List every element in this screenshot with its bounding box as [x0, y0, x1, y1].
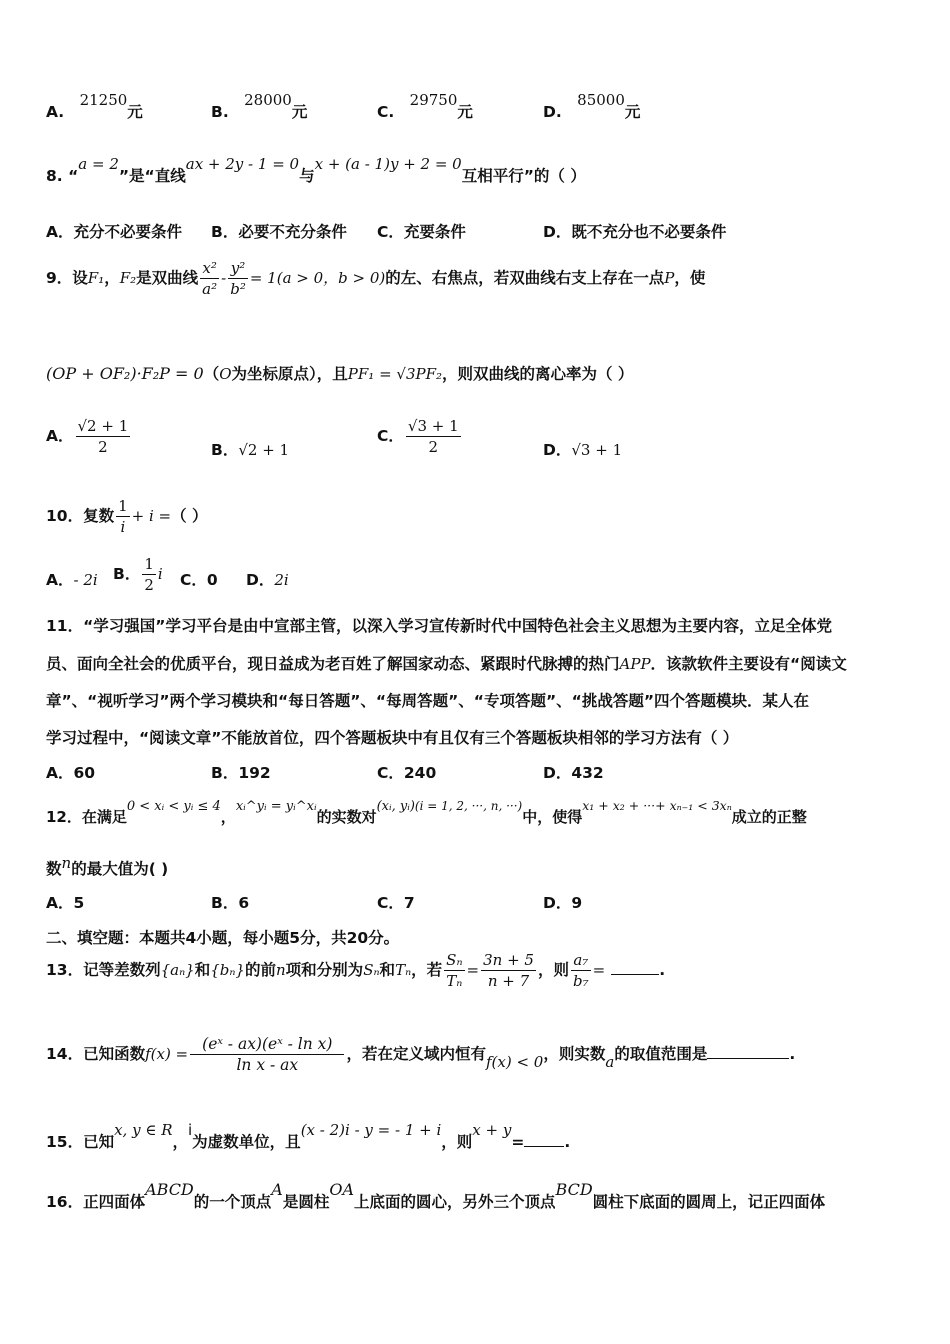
- text: ，则双曲线的离心率为（ ）: [442, 365, 634, 383]
- numerator: 3n + 5: [483, 951, 534, 969]
- math: {bₙ}: [210, 961, 245, 979]
- math: =: [592, 961, 606, 979]
- text: 的最大值为( ): [71, 860, 169, 878]
- math: (x - 2)i - y = - 1 + i: [300, 1121, 442, 1139]
- math: n: [61, 854, 72, 872]
- math: x + (a - 1)y + 2 = 0: [314, 155, 462, 173]
- option-value: 28000: [244, 91, 292, 109]
- text: 10．复数: [46, 507, 115, 525]
- fraction: [142, 554, 156, 595]
- math: PF₁ = √3PF₂: [347, 365, 443, 383]
- math: Sₙ: [363, 961, 380, 979]
- option-label: C.: [377, 103, 395, 121]
- option-unit: 元: [457, 103, 473, 121]
- question-11-line-3: 章”、“视听学习”两个学习模块和“每日答题”、“每周答题”、“专项答题”、“挑战答题”四个答题模块．某人在: [46, 692, 810, 710]
- math: √3 + 1: [571, 441, 623, 459]
- math: xᵢ^yᵢ = yᵢ^xᵢ: [235, 799, 317, 814]
- text: 圆柱下底面的圆周上，记正四面体: [592, 1193, 826, 1211]
- math: ax + 2y - 1 = 0: [185, 155, 300, 173]
- denominator: b₇: [572, 972, 589, 990]
- text: ．该款软件主要设有“阅读文: [650, 655, 847, 673]
- text: ，则: [441, 1133, 473, 1151]
- math: F₁: [87, 269, 105, 287]
- math: x, y ∈ R: [114, 1121, 173, 1139]
- q12-option-b: B．6: [211, 894, 250, 912]
- denominator: 2: [98, 438, 108, 456]
- q10-option-b: [113, 554, 163, 595]
- text: ”是“直线: [118, 167, 186, 185]
- text: 项和分别为: [285, 961, 364, 979]
- text: ，则: [537, 961, 569, 979]
- question-number: 8.: [46, 167, 63, 185]
- numerator: y²: [228, 258, 248, 279]
- text: （ ）: [171, 507, 208, 525]
- q10-option-c: C．0: [180, 571, 218, 589]
- math: F₂: [119, 269, 137, 287]
- text: 14．已知函数: [46, 1045, 146, 1063]
- q7-option-c: [377, 91, 473, 122]
- answer-blank[interactable]: [524, 1146, 564, 1147]
- q10-option-a: [46, 568, 98, 590]
- text: 的一个顶点: [193, 1193, 272, 1211]
- text: 是圆柱: [282, 1193, 330, 1211]
- text: 13．记等差数列: [46, 961, 161, 979]
- text: 员、面向全社会的优质平台，现日益成为老百姓了解国家动态、紧跟时代脉搏的热门: [46, 655, 620, 673]
- fraction: [116, 496, 130, 537]
- math: BCD: [555, 1180, 593, 1199]
- text: ，: [104, 269, 120, 287]
- math: a: [605, 1053, 615, 1071]
- q11-option-c: C．240: [377, 764, 437, 782]
- denominator: ln x - ax: [236, 1056, 299, 1074]
- math: n: [276, 961, 286, 979]
- math: ABCD: [145, 1180, 194, 1199]
- text: 是双曲线: [136, 269, 199, 287]
- text: 互相平行”的（ ）: [461, 167, 586, 185]
- math: x + y: [472, 1121, 512, 1139]
- q12-option-d: D．9: [543, 894, 583, 912]
- fraction: [481, 950, 536, 991]
- question-11-line-4: 学习过程中，“阅读文章”不能放首位，四个答题板块中有且仅有三个答题板块相邻的学习方法有（ ）: [46, 729, 739, 747]
- text: ，使: [674, 269, 706, 287]
- option-value: 85000: [577, 91, 625, 109]
- fraction: [200, 258, 219, 299]
- option-unit: 元: [127, 103, 143, 121]
- q8-option-b: B．必要不充分条件: [211, 223, 347, 241]
- text: .: [659, 961, 666, 979]
- text: 与: [299, 167, 315, 185]
- q8-option-c: C．充要条件: [377, 223, 466, 241]
- text: .: [564, 1133, 571, 1151]
- question-11-line-1: 11．“学习强国”学习平台是由中宣部主管，以深入学习宣传新时代中国特色社会主义思想为主要内容，立足全体党: [46, 617, 832, 635]
- option-value: 29750: [409, 91, 458, 109]
- text: ，若: [411, 961, 443, 979]
- text: 为坐标原点），且: [231, 365, 348, 383]
- question-13: [46, 950, 665, 991]
- q12-option-c: C．7: [377, 894, 415, 912]
- q11-option-d: D．432: [543, 764, 604, 782]
- option-label: C．: [377, 427, 404, 445]
- fraction: [406, 416, 461, 457]
- question-8: [46, 155, 586, 186]
- q8-option-a: A．充分不必要条件: [46, 223, 182, 241]
- text: 的左、右焦点，若双曲线右支上存在一点: [385, 269, 665, 287]
- math: (i = 1, 2, ···, n, ···): [414, 799, 523, 813]
- math: (xᵢ, yᵢ): [376, 799, 415, 814]
- text: ，: [172, 1133, 188, 1151]
- math: OA: [329, 1180, 355, 1199]
- text: =: [511, 1133, 525, 1151]
- question-16: [46, 1180, 826, 1212]
- text: 15．已知: [46, 1133, 115, 1151]
- option-label: B.: [211, 103, 229, 121]
- denominator: b²: [230, 280, 246, 298]
- option-value: 21250: [79, 91, 128, 109]
- option-label: A．: [46, 571, 74, 589]
- fraction: [444, 950, 464, 991]
- math: O: [219, 365, 232, 383]
- q12-option-a: A．5: [46, 894, 85, 912]
- q9-option-b: [211, 438, 289, 460]
- math: + i =: [131, 507, 172, 525]
- question-9-line-1: [46, 258, 705, 299]
- answer-blank[interactable]: [707, 1058, 789, 1059]
- math: f(x) =: [145, 1045, 189, 1063]
- text: “: [68, 167, 79, 185]
- math: =: [466, 961, 480, 979]
- option-label: D.: [543, 103, 562, 121]
- math: 0 < xᵢ < yᵢ ≤ 4: [126, 799, 221, 814]
- numerator: 1: [144, 555, 154, 573]
- q11-option-b: B．192: [211, 764, 271, 782]
- question-15: [46, 1121, 571, 1152]
- q7-option-d: [543, 91, 641, 122]
- q9-option-c: [377, 416, 463, 457]
- q10-option-d: [246, 568, 289, 590]
- text: ，则实数: [543, 1045, 606, 1063]
- question-11-line-2: [46, 652, 847, 674]
- option-label: A．: [46, 427, 74, 445]
- text: 上底面的圆心，另外三个顶点: [354, 1193, 556, 1211]
- option-label: D．: [543, 441, 572, 459]
- q7-option-a: [46, 91, 143, 122]
- math: - 2i: [73, 571, 98, 589]
- numerator: √3 + 1: [407, 417, 459, 435]
- text: 和: [194, 961, 211, 979]
- math: i: [188, 1121, 193, 1139]
- question-9-line-2: [46, 362, 633, 384]
- text: 成立的正整: [731, 808, 807, 826]
- q9-option-d: [543, 438, 622, 460]
- math: P: [664, 269, 675, 287]
- text: 中，使得: [522, 808, 583, 826]
- math: √2 + 1: [238, 441, 290, 459]
- q7-option-b: [211, 91, 308, 122]
- math: a = 2: [78, 155, 119, 173]
- text: 9．设: [46, 269, 88, 287]
- section-2-heading: 二、填空题：本题共4小题，每小题5分，共20分。: [46, 929, 400, 947]
- fraction: [228, 258, 248, 299]
- q8-option-d: D．既不充分也不必要条件: [543, 223, 727, 241]
- text: 的前: [244, 961, 276, 979]
- math: i: [157, 565, 163, 583]
- text: 为虚数单位，且: [192, 1133, 301, 1151]
- numerator: x²: [200, 258, 219, 279]
- fraction: [571, 950, 591, 991]
- option-label: B．: [211, 441, 239, 459]
- denominator: 2: [144, 576, 154, 594]
- fraction: [190, 1034, 344, 1075]
- question-12-line-2: [46, 854, 169, 879]
- option-label: D．: [246, 571, 275, 589]
- denominator: i: [120, 518, 126, 536]
- q9-option-a: [46, 416, 132, 457]
- option-label: B．: [113, 565, 141, 583]
- question-10: [46, 496, 208, 537]
- text: 的取值范围是: [614, 1045, 708, 1063]
- fraction: [76, 416, 131, 457]
- math: x₁ + x₂ + ···+ xₙ₋₁ < 3xₙ: [582, 798, 732, 813]
- numerator: √2 + 1: [77, 417, 129, 435]
- option-unit: 元: [624, 103, 641, 121]
- text: .: [789, 1045, 796, 1063]
- math: f(x) < 0: [485, 1053, 544, 1071]
- text: 数: [46, 860, 62, 878]
- text: （: [203, 365, 220, 383]
- denominator: 2: [428, 438, 439, 456]
- math: Tₙ: [395, 961, 412, 979]
- denominator: Tₙ: [446, 972, 463, 990]
- question-14: [46, 1034, 795, 1075]
- numerator: 1: [118, 497, 128, 515]
- text: 12．在满足: [46, 808, 127, 826]
- math: APP: [619, 655, 651, 673]
- denominator: n + 7: [487, 972, 530, 990]
- math: {aₙ}: [160, 961, 195, 979]
- option-unit: 元: [291, 103, 308, 121]
- numerator: (eˣ - ax)(eˣ - ln x): [190, 1034, 344, 1055]
- denominator: a²: [202, 280, 218, 298]
- math: (OP + OF₂)·F₂P = 0: [46, 364, 204, 383]
- text: 16．正四面体: [46, 1193, 146, 1211]
- q11-option-a: A．60: [46, 764, 96, 782]
- math: 2i: [274, 571, 289, 589]
- math: -: [221, 269, 227, 287]
- text: 和: [379, 961, 396, 979]
- numerator: a₇: [571, 950, 591, 971]
- math: = 1(a > 0，b > 0): [249, 269, 386, 287]
- text: 的实数对: [316, 808, 377, 826]
- option-label: A.: [46, 103, 65, 121]
- text: ，: [220, 808, 236, 826]
- math: A: [271, 1180, 283, 1199]
- answer-blank[interactable]: [611, 974, 659, 975]
- numerator: Sₙ: [446, 951, 463, 969]
- text: ，若在定义域内恒有: [346, 1045, 486, 1063]
